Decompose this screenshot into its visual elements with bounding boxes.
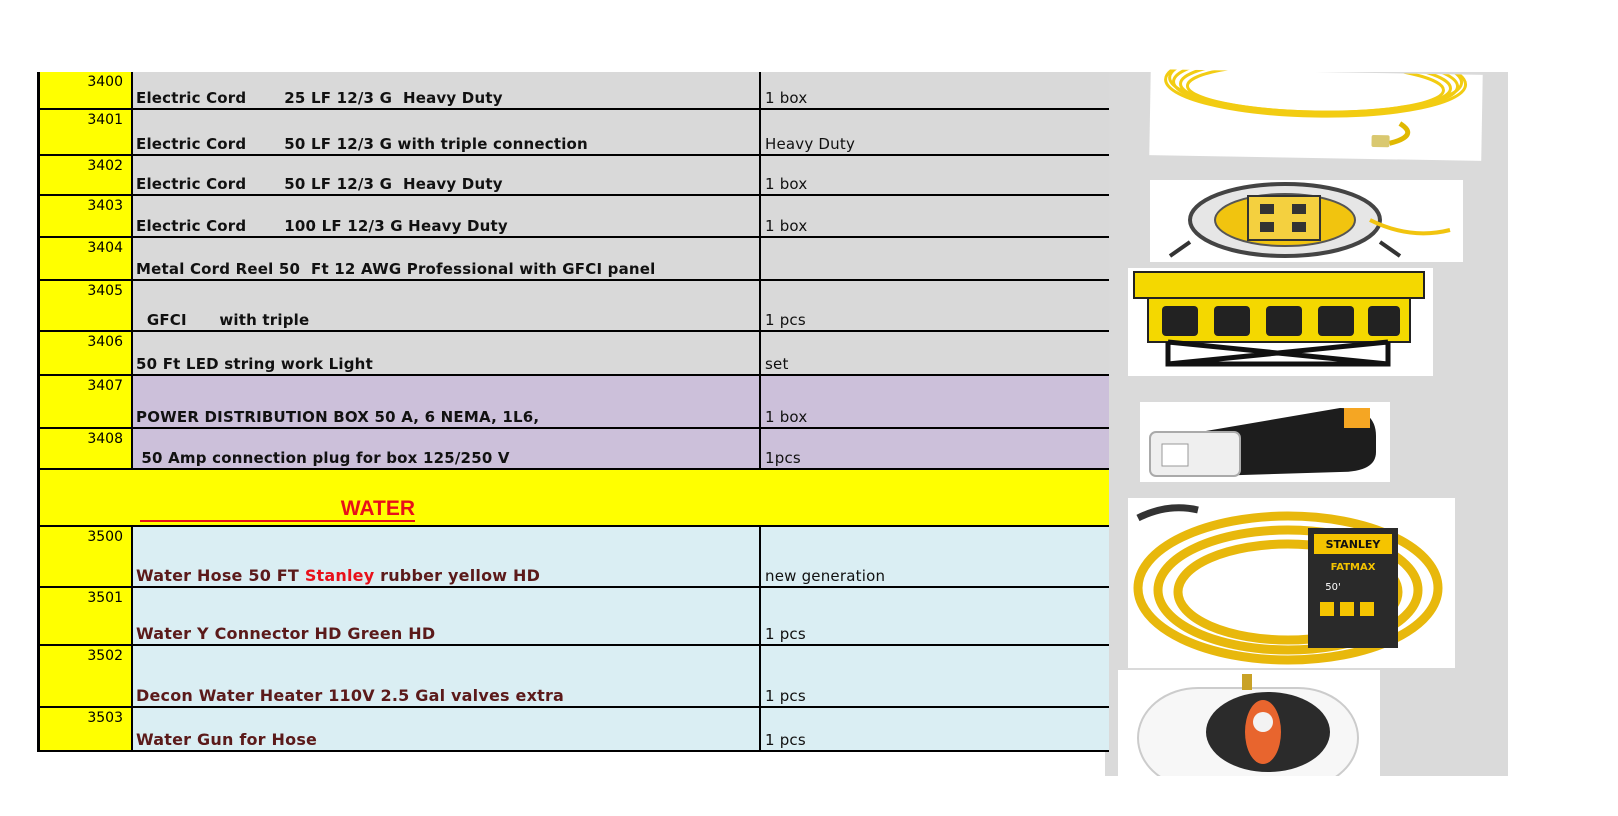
table-row — [37, 376, 1109, 429]
item-description: Decon Water Heater 110V 2.5 Gal valves extra — [136, 686, 565, 705]
water-hose-image — [1128, 498, 1455, 668]
item-quantity: 1pcs — [765, 449, 801, 467]
item-number: 3502 — [37, 646, 133, 706]
table-row — [37, 588, 1109, 646]
item-description: Water Gun for Hose — [136, 730, 318, 749]
table-row — [37, 156, 1109, 196]
section-header-water — [37, 470, 1109, 527]
item-description: Water Y Connector HD Green HD — [136, 624, 436, 643]
item-number: 3406 — [37, 332, 133, 374]
table-row — [37, 72, 1109, 110]
hose-brand-text: STANLEY — [1325, 538, 1381, 551]
item-description: POWER DISTRIBUTION BOX 50 A, 6 NEMA, 1L6, — [136, 408, 540, 426]
item-description: Water Hose 50 FT Stanley rubber yellow HD — [136, 566, 541, 585]
item-quantity: set — [765, 355, 789, 373]
item-number: 3501 — [37, 588, 133, 644]
item-description: 50 Amp connection plug for box 125/250 V — [136, 449, 510, 467]
item-description: Electric Cord 50 LF 12/3 G Heavy Duty — [136, 175, 503, 193]
table-row — [37, 196, 1109, 238]
connection-plug-image — [1140, 402, 1390, 482]
item-quantity: 1 box — [765, 408, 808, 426]
item-quantity: 1 pcs — [765, 311, 806, 329]
electric-cord-image — [1149, 69, 1482, 161]
hose-size-text: 50' — [1325, 582, 1341, 593]
item-description: Metal Cord Reel 50 Ft 12 AWG Professional with GFCI panel — [136, 260, 656, 278]
item-quantity: 1 pcs — [765, 625, 806, 643]
item-quantity: 1 pcs — [765, 731, 806, 749]
inventory-sheet — [37, 72, 1109, 752]
item-number: 3503 — [37, 708, 133, 750]
item-number: 3404 — [37, 238, 133, 279]
table-row — [37, 429, 1109, 470]
table-row — [37, 646, 1109, 708]
item-number: 3403 — [37, 196, 133, 236]
item-quantity: 1 box — [765, 89, 808, 107]
item-number: 3400 — [37, 72, 133, 108]
item-description: 50 Ft LED string work Light — [136, 355, 373, 373]
table-row — [37, 527, 1109, 588]
power-distribution-box-image — [1128, 268, 1433, 376]
water-heater-image — [1118, 670, 1380, 776]
cord-reel-image — [1150, 180, 1463, 262]
item-description: GFCI with triple — [136, 311, 310, 329]
item-number: 3405 — [37, 281, 133, 330]
item-number: 3402 — [37, 156, 133, 194]
hose-subbrand-text: FATMAX — [1330, 562, 1376, 573]
item-description: Electric Cord 100 LF 12/3 G Heavy Duty — [136, 217, 508, 235]
table-row — [37, 708, 1109, 750]
brand-name: Stanley — [304, 566, 375, 585]
item-quantity: 1 box — [765, 175, 808, 193]
item-number: 3500 — [37, 527, 133, 586]
item-quantity: new generation — [765, 567, 886, 585]
table-row — [37, 281, 1109, 332]
table-row — [37, 110, 1109, 156]
item-quantity: 1 pcs — [765, 687, 806, 705]
item-quantity: 1 box — [765, 217, 808, 235]
item-description: Electric Cord 50 LF 12/3 G with triple connection — [136, 135, 588, 153]
section-title: WATER — [140, 498, 415, 522]
item-number: 3408 — [37, 429, 133, 468]
table-row — [37, 238, 1109, 281]
item-number: 3401 — [37, 110, 133, 154]
table-row — [37, 332, 1109, 376]
item-number: 3407 — [37, 376, 133, 427]
item-description: Electric Cord 25 LF 12/3 G Heavy Duty — [136, 89, 503, 107]
item-quantity: Heavy Duty — [765, 135, 856, 153]
